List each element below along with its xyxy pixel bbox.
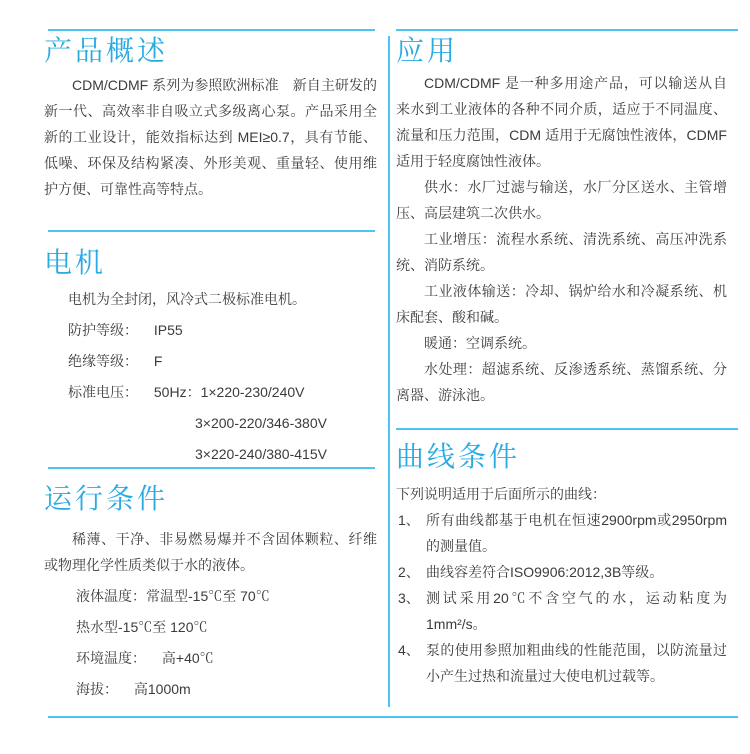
motor-intro: 电机为全封闭，风冷式二极标准电机。 [68,291,306,307]
curve-condition-item [396,585,727,637]
spec-label: 绝缘等级： [68,353,138,369]
voltage-extra-row: 3×220-240/380-415V [195,446,327,462]
section-title-operating: 运行条件 [44,483,169,514]
operating-spec-row [44,676,377,702]
operating-spec-row [44,583,377,609]
application-paragraph: 工业增压：流程水系统、清洗系统、高压冲洗系统、消防系统。 [396,231,727,273]
motor-spec-row [44,348,377,374]
spec-value: F [153,353,163,369]
section-application [396,29,727,408]
operating-spec-row [44,614,377,640]
application-paragraph: 工业液体输送：冷却、锅炉给水和冷凝系统、机床配套、酸和碱。 [396,283,727,325]
spec-value: 常温型-15℃至 70℃ [146,588,270,604]
section-product-overview [44,29,377,202]
item-marker: 1、 [398,512,420,528]
section-operating-conditions [44,467,377,702]
spec-value: 热水型-15℃至 120℃ [76,619,208,635]
page-bottom-rule [48,716,738,718]
spec-label: 标准电压： [68,384,138,400]
spec-label: 防护等级： [68,322,138,338]
section-title-curve: 曲线条件 [396,441,521,472]
item-text: 所有曲线都基于电机在恒速2900rpm或2950rpm的测量值。 [426,512,727,554]
section-title-application: 应用 [396,35,459,66]
application-paragraph: 水处理：超滤系统、反渗透系统、蒸馏系统、分离器、游泳池。 [396,361,727,403]
section-rule [48,230,375,232]
spec-label: 环境温度： [76,650,146,666]
section-rule [48,467,375,469]
motor-spec-row [44,317,377,343]
section-title-motor: 电机 [44,247,107,278]
spec-label: 海拔： [76,681,118,697]
application-paragraph: CDM/CDMF 是一种多用途产品，可以输送从自来水到工业液体的各种不同介质，适应于不同温度、流量和压力范围，CDM 适用于无腐蚀性液体，CDMF 适用于轻度腐蚀性液体。 [396,75,727,169]
section-motor [44,230,377,467]
operating-intro: 稀薄、干净、非易燃易爆并不含固体颗粒、纤维或物理化学性质类似于水的液体。 [44,531,377,573]
curve-condition-list [396,507,727,689]
motor-spec-row [44,379,377,405]
item-marker: 2、 [398,564,420,580]
item-text: 泵的使用参照加粗曲线的性能范围，以防流量过小产生过热和流量过大使电机过载等。 [426,642,727,684]
item-text: 测试采用20℃不含空气的水，运动粘度为1mm²/s。 [426,590,727,632]
section-rule [396,29,738,31]
voltage-extra-row: 3×200-220/346-380V [195,415,327,431]
section-curve-conditions [396,428,727,689]
curve-intro: 下列说明适用于后面所示的曲线： [396,486,606,502]
column-divider-line [388,36,390,707]
overview-paragraph: CDM/CDMF 系列为参照欧洲标准 新自主研发的新一代、高效率非自吸立式多级离心泵。产品采用全新的工业设计，能效指标达到 MEI≥0.7，具有节能、低噪、环保及结构紧凑、外形美观、重量轻、使用维护方便、可靠性高等特点。 [44,77,377,197]
curve-condition-item [396,637,727,689]
spec-value: IP55 [153,322,183,338]
spec-value: 高1000m [133,681,191,697]
section-rule [396,428,738,430]
spec-value: 高+40℃ [161,650,214,666]
section-title-overview: 产品概述 [44,35,169,66]
spec-value: 50Hz：1×220-230/240V [153,384,305,400]
curve-condition-item [396,507,727,559]
item-text: 曲线容差符合ISO9906:2012,3B等级。 [426,564,664,580]
section-rule [48,29,375,31]
curve-condition-item [396,559,727,585]
item-marker: 3、 [398,590,420,606]
item-marker: 4、 [398,642,420,658]
operating-spec-row [44,645,377,671]
application-paragraph: 供水：水厂过滤与输送，水厂分区送水、主管增压、高层建筑二次供水。 [396,179,727,221]
spec-label: 液体温度： [76,588,146,604]
application-paragraph: 暖通：空调系统。 [424,335,536,351]
